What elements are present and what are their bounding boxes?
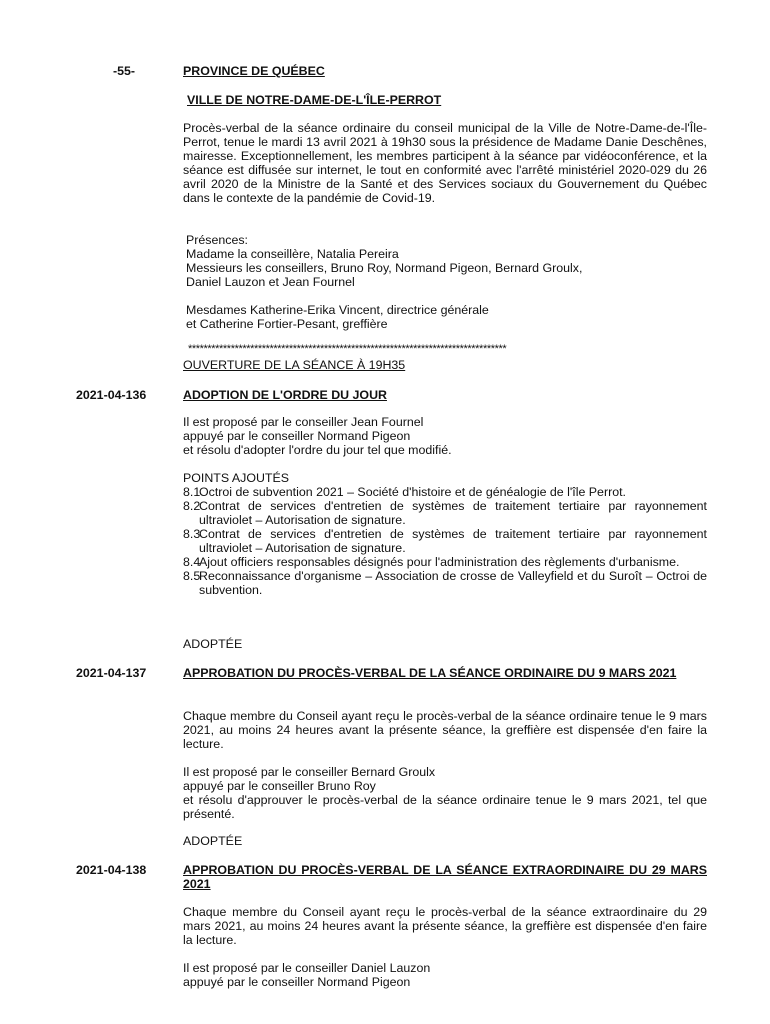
motion-line: et résolu d'adopter l'ordre du jour tel que modifié. <box>183 443 452 457</box>
item-text: Contrat de services d'entretien de systèmes de traitement tertiaire par rayonnement ultraviolet – Autorisation de signature. <box>199 499 707 527</box>
presences-line: Daniel Lauzon et Jean Fournel <box>186 275 355 289</box>
ville-heading: VILLE DE NOTRE-DAME-DE-L'ÎLE-PERROT <box>187 93 442 107</box>
resolution-paragraph: Chaque membre du Conseil ayant reçu le procès-verbal de la séance ordinaire tenue le 9 mars 2021, au moins 24 heures avant la présente séance, la greffière est dispensée d'en faire la lecture. <box>183 709 707 751</box>
added-points-list <box>183 485 707 597</box>
motion-line: Il est proposé par le conseiller Daniel Lauzon <box>183 961 431 975</box>
motion-line: appuyé par le conseiller Normand Pigeon <box>183 975 411 989</box>
intro-paragraph: Procès-verbal de la séance ordinaire du conseil municipal de la Ville de Notre-Dame-de-l'Île-Perrot, tenue le mardi 13 avril 2021 à 19h30 sous la présidence de Madame Danie Deschênes, mairesse. Exceptionnellement, les membres participent à la séance par vidéoconférence, et la séance est diffusée sur internet, le tout en conformité avec l'arrêté ministériel 2020-029 du 26 avril 2020 de la Ministre de la Santé et des Services sociaux du Gouvernement du Québec dans le contexte de la pandémie de Covid-19. <box>183 121 707 205</box>
resolution-number: 2021-04-136 <box>76 388 147 402</box>
presences-line: Messieurs les conseillers, Bruno Roy, Normand Pigeon, Bernard Groulx, <box>186 261 583 275</box>
item-text: Ajout officiers responsables désignés pour l'administration des règlements d'urbanisme. <box>199 555 680 569</box>
motion-line: Il est proposé par le conseiller Jean Fournel <box>183 415 424 429</box>
adopted-label: ADOPTÉE <box>183 637 243 651</box>
resolution-title: ADOPTION DE L'ORDRE DU JOUR <box>183 388 387 402</box>
motion-line: appuyé par le conseiller Normand Pigeon <box>183 429 411 443</box>
resolution-title: APPROBATION DU PROCÈS-VERBAL DE LA SÉANCE ORDINAIRE DU 9 MARS 2021 <box>183 666 677 680</box>
staff-line: et Catherine Fortier-Pesant, greffière <box>186 317 388 331</box>
item-number: 8.4 <box>183 555 201 569</box>
staff-line: Mesdames Katherine-Erika Vincent, directrice générale <box>186 303 489 317</box>
list-item <box>183 499 707 527</box>
item-number: 8.3 <box>183 527 201 541</box>
item-text: Octroi de subvention 2021 – Société d'histoire et de généalogie de l'île Perrot. <box>199 485 626 499</box>
motion-line: appuyé par le conseiller Bruno Roy <box>183 779 376 793</box>
motion-line: Il est proposé par le conseiller Bernard Groulx <box>183 765 436 779</box>
adopted-label: ADOPTÉE <box>183 834 243 848</box>
item-text: Contrat de services d'entretien de systèmes de traitement tertiaire par rayonnement ultraviolet – Autorisation de signature. <box>199 527 707 555</box>
list-item <box>183 527 707 555</box>
opening-heading: OUVERTURE DE LA SÉANCE À 19H35 <box>183 358 406 372</box>
separator-line: ********************************************************************************** <box>188 343 507 355</box>
province-heading: PROVINCE DE QUÉBEC <box>183 64 325 78</box>
resolution-paragraph: Chaque membre du Conseil ayant reçu le procès-verbal de la séance extraordinaire du 29 mars 2021, au moins 24 heures avant la présente séance, la greffière est dispensée d'en faire la lecture. <box>183 905 707 947</box>
item-text: Reconnaissance d'organisme – Association de crosse de Valleyfield et du Suroît – Octroi de subvention. <box>199 569 707 597</box>
page-number: -55- <box>113 64 136 78</box>
points-heading: POINTS AJOUTÉS <box>183 471 290 485</box>
resolution-number: 2021-04-137 <box>76 666 147 680</box>
presences-heading: Présences: <box>186 233 248 247</box>
list-item <box>183 485 707 499</box>
list-item <box>183 555 707 569</box>
motion-line: et résolu d'approuver le procès-verbal de la séance ordinaire tenue le 9 mars 2021, tel que présenté. <box>183 793 707 821</box>
resolution-number: 2021-04-138 <box>76 863 147 877</box>
presences-line: Madame la conseillère, Natalia Pereira <box>186 247 399 261</box>
item-number: 8.5 <box>183 569 201 583</box>
item-number: 8.2 <box>183 499 201 513</box>
list-item <box>183 569 707 597</box>
resolution-title: APPROBATION DU PROCÈS-VERBAL DE LA SÉANCE EXTRAORDINAIRE DU 29 MARS 2021 <box>183 863 707 891</box>
item-number: 8.1 <box>183 485 201 499</box>
